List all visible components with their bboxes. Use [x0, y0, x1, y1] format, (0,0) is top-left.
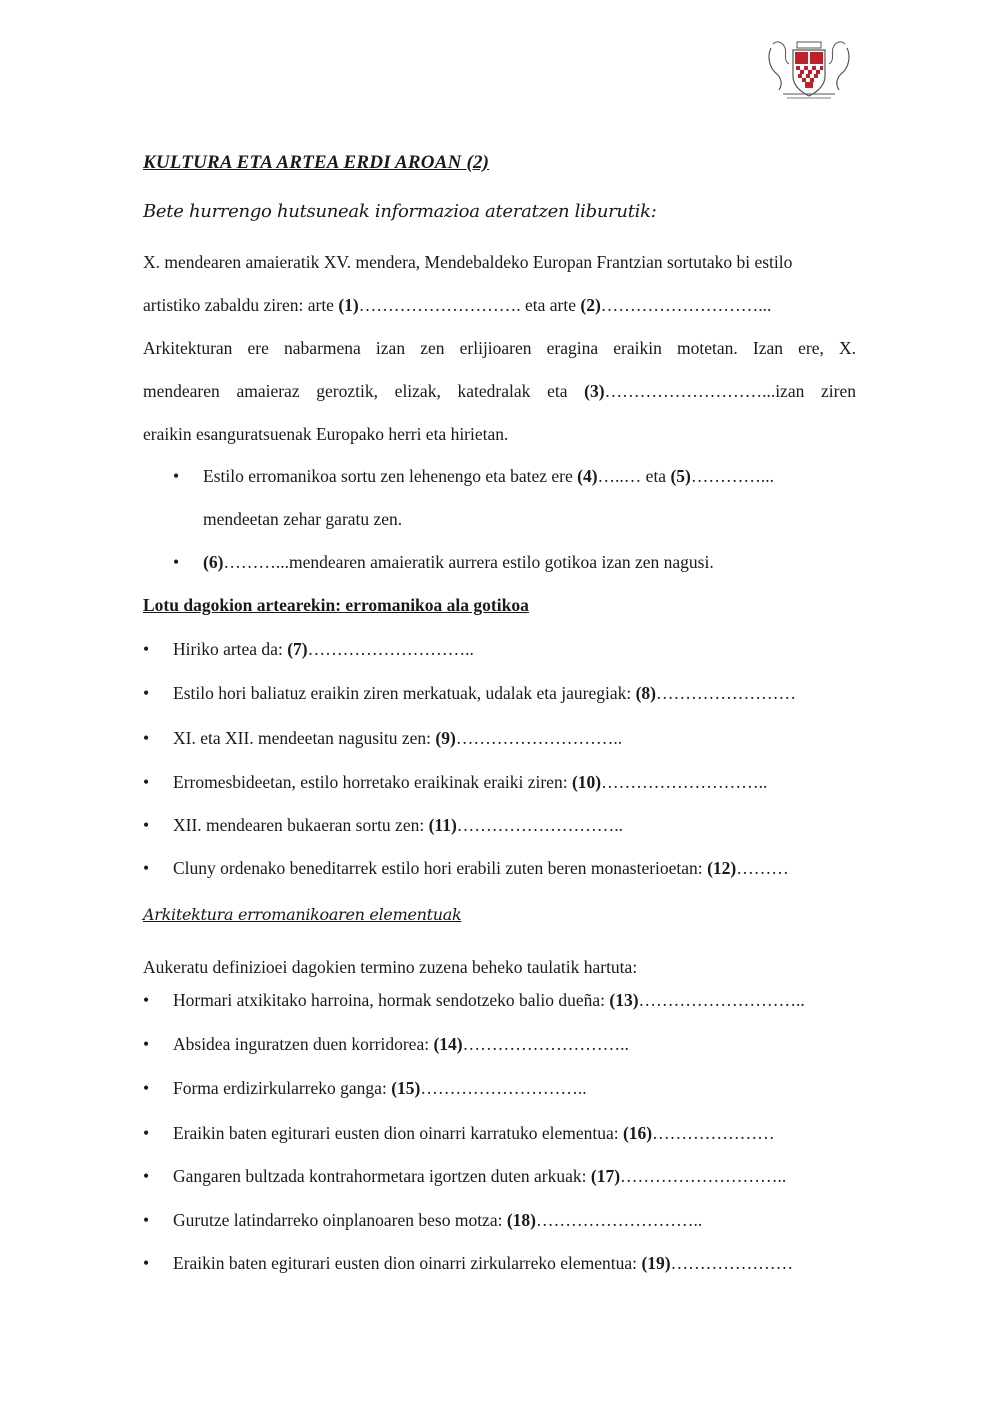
- bullet-icon: •: [143, 728, 150, 748]
- list-item: [143, 1210, 703, 1231]
- page-title: KULTURA ETA ARTEA ERDI AROAN (2): [143, 152, 490, 173]
- blank-number: (13): [609, 990, 639, 1010]
- text: Eraikin baten egiturari eusten dion oinarri zirkularreko elementua:: [173, 1253, 642, 1273]
- blank-dots: ………………………..: [536, 1210, 703, 1230]
- bullet-icon: •: [143, 1123, 150, 1143]
- bullet-icon: •: [143, 858, 150, 878]
- blank-dots: ………………………..: [620, 1166, 787, 1186]
- blank-number: (2): [580, 295, 601, 315]
- blank-dots: …………………: [652, 1123, 775, 1143]
- text: Cluny ordenako beneditarrek estilo hori erabili zuten beren monasterioetan:: [173, 858, 708, 878]
- intro-line-5: eraikin esanguratsuenak Europako herri eta hirietan.: [143, 424, 509, 444]
- bullet-icon: •: [143, 815, 150, 835]
- fill-instruction: Bete hurrengo hutsuneak informazioa ateratzen liburutik:: [143, 201, 657, 222]
- text: Estilo erromanikoa sortu zen lehenengo eta batez ere: [203, 466, 578, 486]
- list-item: [143, 772, 768, 793]
- blank-number: (9): [435, 728, 456, 748]
- section-heading: Arkitektura erromanikoaren elementuak: [143, 905, 462, 924]
- section-heading: Lotu dagokion artearekin: erromanikoa ala gotikoa: [143, 595, 529, 615]
- blank-dots: ………………………..: [455, 728, 623, 748]
- text: ………...mendearen amaieratik aurrera estilo gotikoa izan zen nagusi.: [223, 552, 714, 572]
- intro-line-3: Arkitekturan ere nabarmena izan zen erlijioaren eragina eraikin motetan. Izan ere, X.: [143, 338, 856, 358]
- text: artistiko zabaldu ziren: arte: [143, 295, 339, 315]
- text: Absidea inguratzen duen korridorea:: [173, 1034, 434, 1054]
- text: Estilo hori baliatuz eraikin ziren merkatuak, udalak eta jauregiak:: [173, 683, 636, 703]
- text: Erromesbideetan, estilo horretako eraikinak eraiki ziren:: [173, 772, 572, 792]
- blank-dots: ……………………: [656, 683, 796, 703]
- list-item: [143, 639, 474, 660]
- blank-dots: ………………………..: [420, 1078, 587, 1098]
- blank-dots: …..… eta: [597, 466, 671, 486]
- blank-dots: ………………………. eta arte: [358, 295, 581, 315]
- list-item: [173, 552, 714, 573]
- blank-number: (8): [635, 683, 656, 703]
- list-item: [143, 683, 796, 704]
- list-item: [143, 1123, 775, 1144]
- text: Eraikin baten egiturari eusten dion oinarri karratuko elementua:: [173, 1123, 623, 1143]
- list-item: [143, 1034, 629, 1055]
- blank-number: (10): [571, 772, 602, 792]
- text: Hiriko artea da:: [173, 639, 288, 659]
- list-item: [143, 728, 623, 749]
- blank-number: (19): [641, 1253, 671, 1273]
- blank-number: (4): [577, 466, 598, 486]
- text: Hormari atxikitako harroina, hormak sendotzeko balio dueña:: [173, 990, 610, 1010]
- bullet-icon: •: [143, 1078, 150, 1098]
- bullet-icon: •: [143, 1166, 150, 1186]
- coat-of-arms-icon: [763, 38, 855, 102]
- blank-number: (16): [622, 1123, 653, 1143]
- blank-number: (12): [707, 858, 737, 878]
- text: Forma erdizirkularreko ganga:: [173, 1078, 392, 1098]
- blank-number: (18): [506, 1210, 536, 1230]
- bullet-icon: •: [143, 990, 150, 1010]
- blank-number: (3): [584, 381, 605, 401]
- blank-dots: ………………………..: [601, 772, 768, 792]
- intro-paragraph-2: [143, 327, 856, 456]
- list-item: [143, 1253, 794, 1274]
- text: mendearen amaieraz geroztik, elizak, katedralak eta: [143, 381, 585, 401]
- section-instruction: Aukeratu definizioei dagokien termino zuzena beheko taulatik hartuta:: [143, 957, 638, 977]
- blank-dots: ………………………...: [600, 295, 772, 315]
- blank-number: (1): [338, 295, 359, 315]
- blank-dots: ………………………..: [462, 1034, 629, 1054]
- blank-number: (11): [428, 815, 457, 835]
- blank-dots: …………………: [670, 1253, 794, 1273]
- blank-dots: ………………………..: [456, 815, 624, 835]
- text: Gangaren bultzada kontrahormetara igortzen duten arkuak:: [173, 1166, 591, 1186]
- intro-line-4: [143, 370, 856, 413]
- blank-number: (14): [433, 1034, 463, 1054]
- bullet-icon: •: [143, 772, 150, 792]
- bullet-icon: •: [143, 1034, 150, 1054]
- intro-line-2: [143, 284, 856, 327]
- blank-dots: …………...: [690, 466, 774, 486]
- blank-dots: ………………………..: [638, 990, 805, 1010]
- list-item: [143, 990, 805, 1011]
- bullet-icon: •: [173, 552, 180, 572]
- bullet-icon: •: [143, 639, 150, 659]
- bullet-icon: •: [143, 1253, 150, 1273]
- blank-number: (15): [391, 1078, 421, 1098]
- blank-dots: ………………………...izan ziren: [604, 381, 856, 401]
- bullet-icon: •: [143, 1210, 150, 1230]
- intro-line-1: X. mendearen amaieratik XV. mendera, Mendebaldeko Europan Frantzian sortutako bi estilo: [143, 252, 793, 272]
- blank-number: (6): [203, 552, 224, 572]
- bullet-icon: •: [143, 683, 150, 703]
- intro-paragraph-1: [143, 241, 856, 327]
- list-item-continuation: mendeetan zehar garatu zen.: [203, 509, 403, 529]
- list-item: [143, 858, 789, 879]
- blank-number: (5): [670, 466, 691, 486]
- blank-number: (17): [590, 1166, 621, 1186]
- list-item: [143, 815, 624, 836]
- blank-number: (7): [287, 639, 308, 659]
- list-item: [143, 1078, 587, 1099]
- list-item: [173, 466, 774, 487]
- text: XII. mendearen bukaeran sortu zen:: [173, 815, 429, 835]
- list-item: [143, 1166, 787, 1187]
- blank-dots: ………………………..: [307, 639, 474, 659]
- bullet-icon: •: [173, 466, 180, 486]
- text: XI. eta XII. mendeetan nagusitu zen:: [173, 728, 436, 748]
- blank-dots: ………: [736, 858, 789, 878]
- text: Gurutze latindarreko oinplanoaren beso motza:: [173, 1210, 507, 1230]
